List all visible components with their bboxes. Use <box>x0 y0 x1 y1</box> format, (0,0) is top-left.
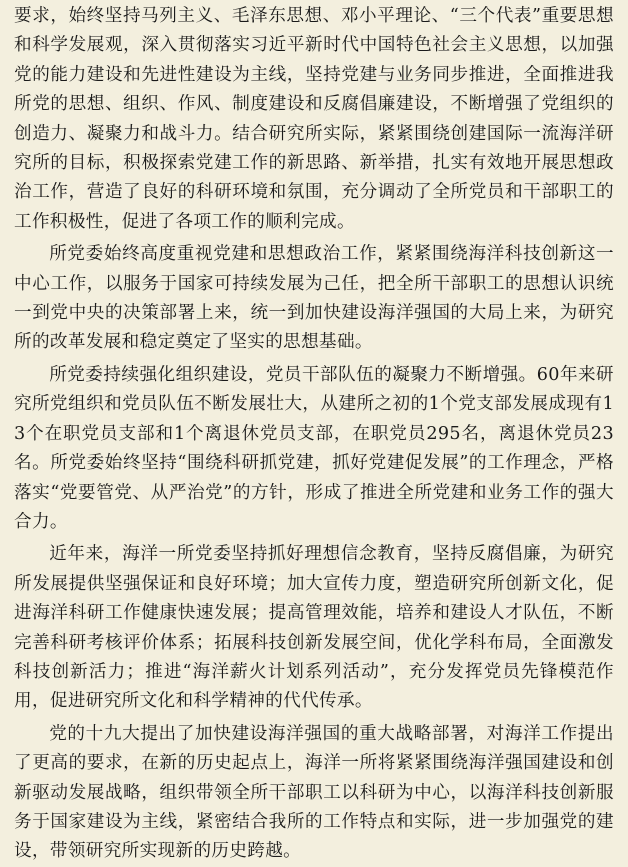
paragraph-2: 所党委始终高度重视党建和思想政治工作，紧紧围绕海洋科技创新这一中心工作，以服务于国家可持续发展为己任，把全所干部职工的思想认识统一到党中央的决策部署上来，统一到加快建设海洋强国的大局上来，为研究所的改革发展和稳定奠定了坚实的思想基础。 <box>14 244 614 353</box>
paragraph-1: 要求，始终坚持马列主义、毛泽东思想、邓小平理论、“三个代表”重要思想和科学发展观，深入贯彻落实习近平新时代中国特色社会主义思想，以加强党的能力建设和先进性建设为主线，坚持党建与业务同步推进，全面推进我所党的思想、组织、作风、制度建设和反腐倡廉建设，不断增强了党组织的创造力、凝聚力和战斗力。结合研究所实际，紧紧围绕创建国际一流海洋研究所的目标，积极探索党建工作的新思路、新举措，扎实有效地开展思想政治工作，营造了良好的科研环境和氛围，充分调动了全所党员和干部职工的工作积极性，促进了各项工作的顺利完成。 <box>14 6 614 232</box>
paragraph-3: 所党委持续强化组织建设，党员干部队伍的凝聚力不断增强。60年来研究所党组织和党员队伍不断发展壮大，从建所之初的1个党支部发展成现有13个在职党员支部和1个离退休党员支部，在职党员295名，离退休党员23名。所党委始终坚持“围绕科研抓党建，抓好党建促发展”的工作理念，严格落实“党要管党、从严治党”的方针，形成了推进全所党建和业务工作的强大合力。 <box>14 364 614 532</box>
paragraph-5: 党的十九大提出了加快建设海洋强国的重大战略部署，对海洋工作提出了更高的要求，在新的历史起点上，海洋一所将紧紧围绕海洋强国建设和创新驱动发展战略，组织带领全所干部职工以科研为中心，以海洋科技创新服务于国家建设为主线，紧密结合我所的工作特点和实际，进一步加强党的建设，带领研究所实现新的历史跨越。 <box>14 723 614 862</box>
paragraph-4: 近年来，海洋一所党委坚持抓好理想信念教育，坚持反腐倡廉，为研究所发展提供坚强保证和良好环境；加大宣传力度，塑造研究所创新文化，促进海洋科研工作健康快速发展；提高管理效能，培养和建设人才队伍，不断完善科研考核评价体系；拓展科技创新发展空间，优化学科布局，全面激发科技创新活力；推进“海洋薪火计划系列活动”，充分发挥党员先锋模范作用，促进研究所文化和科学精神的代代传承。 <box>14 544 614 712</box>
